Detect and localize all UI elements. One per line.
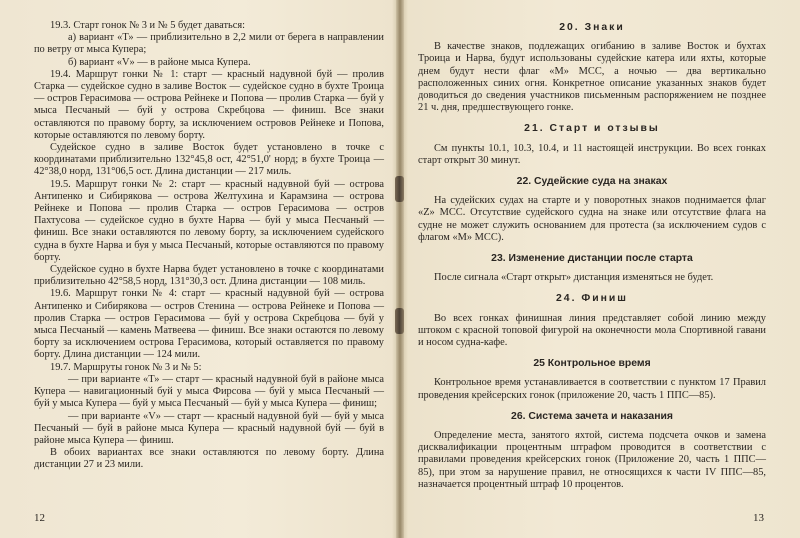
section-text: Определение места, занятого яхтой, система подсчета очков и замена дисквалификации процентным штрафом проводится в соответствии с правилами проведения крейсерских гонок (Приложение 20, часть 1 ППС—85), при этом за нарушение правил, не относящихся к части IV ППС—85, назначается процентный штраф 10 процентов. [418, 430, 766, 490]
section-text: В качестве знаков, подлежащих огибанию в заливе Восток и бухтах Троица и Нарва, будут использованы судейские катера или яхты, которые днем будут нести флаг «М» МСС, а ночью — два вертикально расположенных синих огня. Конкретное описание указанных знаков будет доводиться до сведения участников письменным распоряжением не позднее 21 ч. дня, предшествующего гонке. [418, 41, 766, 114]
paragraph: — при варианте «Т» — старт — красный надувной буй в районе мыса Купера — навигационный буй у мыса Фирсова — буй у мыса Песчаный — буй у мыса Купера — буй у мыса Песчаный — буй у мыса Купера — финиш; [34, 373, 384, 410]
paragraph: Судейское судно в бухте Нарва будет установлено в точке с координатами приблизительно 42°58,5 норд, 131°30,3 ост. Длина дистанции — 108 миль. [34, 264, 384, 288]
paragraph: а) вариант «Т» — приблизительно в 2,2 мили от берега в направлении по ветру от мыса Купера; [34, 32, 384, 56]
paragraph: 19.6. Маршрут гонки № 4: старт — красный надувной буй — острова Антипенко и Сибирякова — остров Стенина — острова Рейнеке и Попова — пролив Старка — остров Герасимова — буй у острова Скребцова — буй у мыса Песчаный — камень Матвеева — финиш. Все знаки остаются по левому борту за исключением острова Герасимова, который оставляется по правому борту. Длина дистанции — 124 мили. [34, 288, 384, 361]
section-text: Контрольное время устанавливается в соответствии с пунктом 17 Правил проведения крейсерских гонок (приложение 20, часть 1 ППС—85). [418, 377, 766, 401]
section-heading: 24. Финиш [556, 293, 628, 305]
paragraph: б) вариант «V» — в районе мыса Купера. [68, 56, 251, 68]
paragraph: 19.4. Маршрут гонки № 1: старт — красный надувной буй — пролив Старка — судейское судно в заливе Восток — судейское судно в бухте Троица — остров Герасимова — острова Рейнеке и Попова — пролив Старка — буй у мыса Песчаный — буй у острова Скребцова — финиш. Все знаки оставляются по правому борту, за исключением островов Рейнеке и Попова, которые оставляются по левому борту. [34, 68, 384, 141]
section-heading: 23. Изменение дистанции после старта [491, 253, 693, 265]
paragraph: — при варианте «V» — старт — красный надувной буй — буй у мыса Песчаный — буй в районе мыса Купера — красный надувной буй — буй в районе мыса Купера — финиш. [34, 410, 384, 446]
paragraph: Судейское судно в заливе Восток будет установлено в точке с координатами приблизительно 132°45,8 ост, 42°51,0' норд; в бухте Троица — 42°38,0 норд, 131°06,5 ост. Длина дистанции — 217 миль. [34, 142, 384, 178]
paragraph: 19.3. Старт гонок № 3 и № 5 будет даваться: [50, 20, 246, 31]
left-page [0, 0, 398, 538]
page-number: 13 [753, 512, 764, 524]
page-number: 12 [34, 512, 45, 524]
section-text: См пункты 10.1, 10.3, 10.4, и 11 настоящей инструкции. Во всех гонках старт открыт 30 минут. [418, 142, 766, 166]
section-text: На судейских судах на старте и у поворотных знаков поднимается флаг «Z» МСС. Отсутствие судейского судна на знаке или отсутствие флага на судне не может служить основанием для протеста (за исключением судов с флагом «М» МСС). [418, 195, 766, 243]
paragraph: 19.5. Маршрут гонки № 2: старт — красный надувной буй — острова Антипенко и Сибирякова — острова Желтухина и Карамзина — острова Рейнеке и Попова — пролив Старка — остров Герасимова — остров Пахтусова — судейское судно в бухте Нарва — буй у мыса Песчаный — финиш. Все знаки оставляются по левому борту, за исключением судейского судна в бухте Нарва и буя у мыса Песчаный, которые оставляются по правому борту. [34, 178, 384, 263]
paragraph: 19.7. Маршруты гонок № 3 и № 5: [50, 361, 202, 373]
section-heading: 20. Знаки [559, 22, 625, 33]
section-text: Во всех гонках финишная линия представляет собой линию между штоком с красной топовой фигурой на оконечности мола Спортивной гавани и носом судна-кафе. [418, 312, 766, 349]
section-text: После сигнала «Старт открыт» дистанция изменяться не будет. [434, 272, 714, 284]
section-heading: 26. Система зачета и наказания [511, 410, 673, 422]
section-heading: 21. Старт и отзывы [524, 123, 660, 135]
section-heading: 22. Судейские суда на знаках [516, 176, 668, 188]
paragraph: В обоих вариантах все знаки оставляются по левому борту. Длина дистанции 27 и 23 мили. [34, 447, 384, 471]
section-heading: 25 Контрольное время [533, 358, 651, 370]
right-page [402, 0, 800, 538]
